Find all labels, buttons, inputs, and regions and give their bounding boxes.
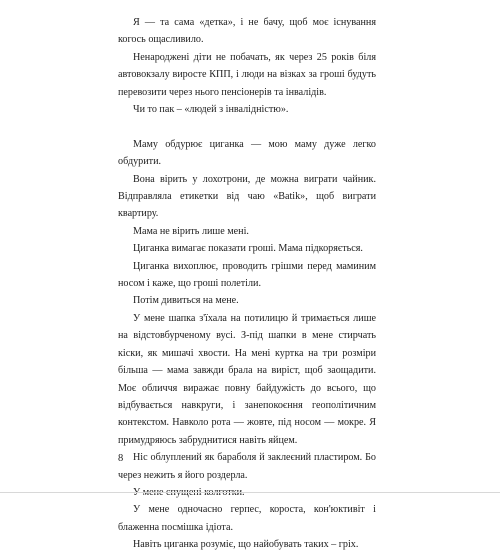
page-number: 8 <box>118 453 124 464</box>
paragraph: Я — та сама «детка», і не бачу, щоб моє існування когось ощасливило. <box>118 17 376 46</box>
paragraph: У мене одночасно герпес, короста, кон'юктивіт і блаженна посмішка ідіота. <box>118 504 376 533</box>
section-break <box>118 118 376 135</box>
paragraph: Ненароджені діти не побачать, як через 25 років біля автовокзалу виросте КПП, і люди на візках за гроші будуть перевозити через нього пенсіонерів та інвалідів. <box>118 51 376 98</box>
paragraph: Чи то пак – «людей з інвалідністю». <box>133 104 289 116</box>
paragraph: Циганка вихоплює, проводить грішми перед маминим носом і каже, що гроші полетіли. <box>118 260 376 290</box>
body-text <box>118 14 376 554</box>
paragraph: Вона вірить у лохотрони, де можна виграти чайник. Відправляла етикетки від чаю «Batik», щоб виграти квартиру. <box>118 173 376 220</box>
paragraph: Циганка вимагає показати гроші. Мама підкоряється. <box>133 243 363 255</box>
paragraph: У мене шапка з'їхала на потилицю й тримається лише на відстовбурченому вусі. З-під шапки в мене стирчать кіски, як мишачі хвости. На мені куртка на три розміри більша — мама завжди брала на виріст, щоб заощадити. Моє обличчя виражає повну байдужість до всього, що відбувається навкруги, і занепокоєння геополітичним контекстом. Навколо рота — жовте, під носом — мокре. Я примудряюсь забруднитися навіть яйцем. <box>118 312 376 446</box>
paragraph: Потім дивиться на мене. <box>133 295 239 307</box>
paragraph: Мама не вірить лише мені. <box>133 225 249 237</box>
paragraph: Ніс облуплений як бараболя й заклеєний пластиром. Бо через нежить я його роздерла. <box>118 452 376 481</box>
paragraph: Маму обдурює циганка — мою маму дуже легко обдурити. <box>118 138 376 168</box>
page-bottom-edge <box>0 492 500 493</box>
paragraph: Навіть циганка розуміє, що найобувать таких – гріх. <box>133 539 359 551</box>
